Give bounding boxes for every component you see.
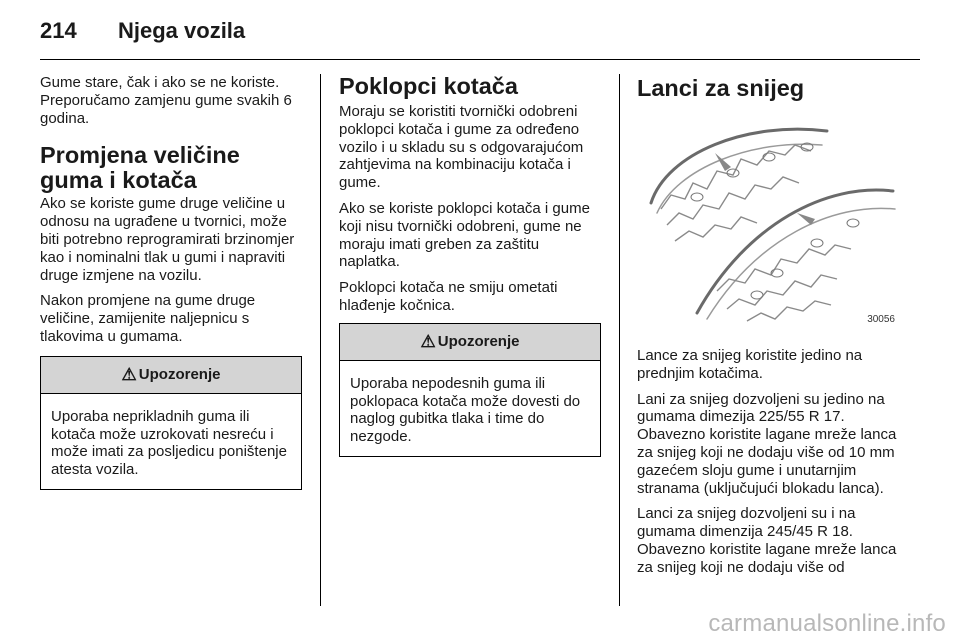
column-divider-2 — [619, 74, 620, 606]
warning-box-tires — [40, 356, 302, 490]
wheel-covers-paragraph-3: Poklopci kotača ne smiju ometati hlađenje kočnica. — [339, 279, 558, 314]
snow-chains-heading: Lanci za snijeg — [637, 75, 805, 101]
snow-chains-paragraph-2: Lani za snijeg dozvoljeni su jedino na gumama dimezija 225/55 R 17. Obavezno koristite lagane mreže lanca za snijeg koji ne dodaju više od 10 mm gazećem sloju gume i unutarnjim stranama (uključujući blokadu lanca). — [637, 390, 897, 497]
page-header — [40, 18, 245, 48]
warning-header — [340, 324, 600, 361]
column-2 — [339, 74, 601, 457]
label-paragraph: Nakon promjene na gume druge veličine, zamijenite naljepnicu s tlakovima u gumama. — [40, 292, 256, 345]
page-title: Njega vozila — [118, 18, 246, 43]
warning-header — [41, 357, 301, 394]
column-3 — [637, 74, 901, 585]
column-1 — [40, 74, 302, 490]
wheel-covers-heading: Poklopci kotača — [339, 73, 518, 99]
column-divider-1 — [320, 74, 321, 606]
snow-chains-paragraph-3: Lanci za snijeg dozvoljeni su i na gumama dimenzija 245/45 R 18. Obavezno koristite lagane mreže lanca za snijeg koji ne dodaju više od — [637, 505, 897, 576]
snow-chains-paragraph-1: Lance za snijeg koristite jedino na prednjim kotačima. — [637, 347, 863, 382]
snow-chains-illustration — [637, 113, 901, 331]
illustration-code: 30056 — [867, 314, 895, 325]
page-number: 214 — [40, 18, 77, 43]
wheel-covers-paragraph-2: Ako se koriste poklopci kotača i gume koji nisu tvornički odobreni, gume ne moraju imati greben za zaštitu naplatka. — [339, 199, 590, 271]
wheel-covers-paragraph-1: Moraju se koristiti tvornički odobreni poklopci kotača i gume za određeno vozilo i u skladu su s odgovarajućom zahtjevima na kombinaciju kotača i gume. — [339, 103, 584, 192]
watermark: carmanualsonline.info — [708, 610, 946, 637]
warning-triangle-icon: ⚠ — [420, 331, 436, 351]
header-rule — [40, 59, 920, 60]
snow-chain-drawing — [637, 113, 901, 331]
warning-text: Uporaba nepodesnih guma ili poklopaca kotača može dovesti do naglog gubitka tlaka i time do nezgode. — [350, 374, 581, 446]
tire-size-paragraph: Ako se koriste gume druge veličine u odnosu na ugrađene u tvornici, može biti potrebno reprogramirati brzinomjer kao i nominalni tlak u gumi i napraviti druge izmjene na vozilu. — [40, 195, 295, 284]
warning-title: Upozorenje — [437, 333, 520, 351]
tire-age-paragraph: Gume stare, čak i ako se ne koriste. Preporučamo zamjenu gume svakih 6 godina. — [40, 74, 292, 127]
warning-text: Uporaba neprikladnih guma ili kotača može uzrokovati nesreću i može imati za posljedicu poništenje atesta vozila. — [51, 407, 287, 479]
tire-size-heading: Promjena veličine guma i kotača — [40, 142, 240, 194]
warning-triangle-icon: ⚠ — [121, 364, 137, 384]
warning-box-covers — [339, 323, 601, 457]
warning-title: Upozorenje — [138, 366, 221, 384]
